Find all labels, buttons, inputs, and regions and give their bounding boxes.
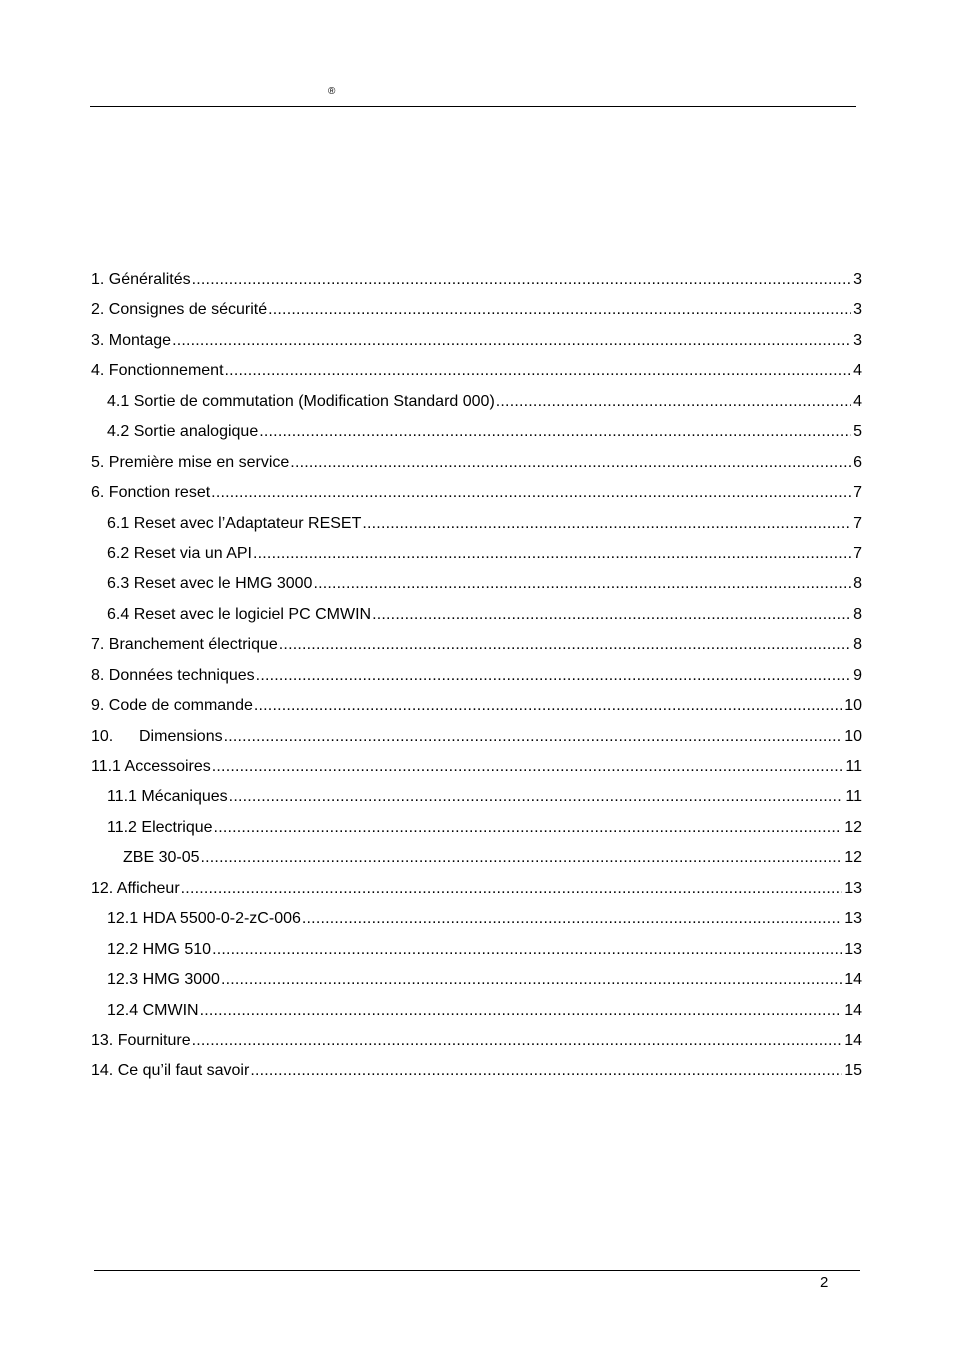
- toc-entry-page: 3: [853, 301, 862, 319]
- toc-entry-page: 14: [844, 1031, 862, 1049]
- toc-entry-page: 4: [853, 392, 862, 410]
- toc-entry-title: 14. Ce qu’il faut savoir: [91, 1062, 250, 1080]
- toc-dot-leader: [268, 299, 851, 321]
- toc-entry[interactable]: [91, 330, 862, 360]
- toc-entry-page: 13: [844, 940, 862, 958]
- toc-dot-leader: [313, 573, 851, 595]
- toc-entry-title: 4.2 Sortie analogique: [107, 423, 259, 441]
- toc-entry-page: 10: [844, 727, 862, 745]
- toc-entry[interactable]: [91, 269, 862, 299]
- toc-entry-page: 8: [853, 575, 862, 593]
- registered-trademark-mark: ®: [328, 86, 336, 97]
- toc-entry[interactable]: [91, 604, 862, 634]
- toc-entry[interactable]: [91, 573, 862, 603]
- toc-entry-title: 11.1 Accessoires: [91, 758, 211, 775]
- toc-entry-title: 4. Fonctionnement: [91, 362, 224, 380]
- toc-entry[interactable]: [91, 726, 862, 756]
- toc-entry-title: 12.4 CMWIN: [107, 1001, 199, 1019]
- toc-dot-leader: [211, 482, 851, 504]
- footer-divider: [94, 1270, 860, 1271]
- toc-entry[interactable]: [91, 513, 862, 543]
- toc-entry[interactable]: [91, 878, 862, 908]
- toc-entry-title: 7. Branchement électrique: [91, 636, 278, 654]
- toc-entry-title: 5. Première mise en service: [91, 453, 290, 471]
- toc-entry[interactable]: [91, 939, 862, 969]
- toc-dot-leader: [250, 1060, 842, 1082]
- toc-entry-title: 12. Afficheur: [91, 879, 180, 897]
- toc-entry[interactable]: [91, 634, 862, 664]
- toc-entry-title: 2. Consignes de sécurité: [91, 301, 268, 319]
- toc-dot-leader: [362, 513, 851, 535]
- toc-entry-page: 7: [853, 544, 862, 562]
- toc-entry-title: 6. Fonction reset: [91, 484, 211, 502]
- toc-entry-title: 6.1 Reset avec l’Adaptateur RESET: [107, 514, 362, 532]
- toc-entry[interactable]: [91, 452, 862, 482]
- toc-entry-page: 6: [853, 453, 862, 471]
- toc-dot-leader: [214, 817, 843, 839]
- toc-entry-title: 12.1 HDA 5500-0-2-zC-006: [107, 910, 301, 928]
- toc-dot-leader: [200, 1000, 843, 1022]
- toc-dot-leader: [192, 1030, 843, 1052]
- toc-entry-title: 12.2 HMG 510: [107, 940, 212, 958]
- toc-entry[interactable]: [91, 391, 862, 421]
- toc-entry-page: 4: [853, 362, 862, 380]
- toc-entry[interactable]: [91, 786, 862, 816]
- toc-entry[interactable]: [91, 299, 862, 329]
- toc-entry-page: 3: [853, 331, 862, 349]
- toc-dot-leader: [229, 786, 844, 808]
- toc-dot-leader: [224, 726, 843, 748]
- toc-dot-leader: [172, 330, 851, 352]
- toc-dot-leader: [212, 756, 844, 778]
- toc-entry-page: 12: [844, 849, 862, 867]
- toc-entry-title: 12.3 HMG 3000: [107, 971, 220, 989]
- toc-entry[interactable]: [91, 543, 862, 573]
- toc-entry[interactable]: [91, 1060, 862, 1090]
- toc-entry-title: 13. Fourniture: [91, 1031, 191, 1049]
- toc-entry-page: 7: [853, 484, 862, 502]
- page-number: 2: [820, 1274, 829, 1291]
- toc-dot-leader: [259, 421, 851, 443]
- toc-entry[interactable]: [91, 1000, 862, 1030]
- toc-entry[interactable]: [91, 908, 862, 938]
- toc-entry-title: 6.2 Reset via un API: [107, 544, 252, 562]
- toc-entry-page: 14: [844, 971, 862, 989]
- toc-dot-leader: [256, 665, 851, 687]
- toc-dot-leader: [496, 391, 851, 413]
- toc-entry-page: 12: [844, 818, 862, 836]
- toc-entry-page: 9: [853, 666, 862, 684]
- toc-entry-title: 11.1 Mécaniques: [107, 788, 228, 806]
- toc-dot-leader: [221, 969, 842, 991]
- toc-entry-page: 8: [853, 605, 862, 623]
- toc-entry-page: 11: [845, 758, 862, 775]
- toc-entry-page: 11: [845, 788, 862, 806]
- toc-entry-page: 5: [853, 423, 862, 441]
- toc-entry-title: [91, 726, 223, 748]
- toc-entry-title: 1. Généralités: [91, 271, 191, 288]
- toc-entry-page: 14: [844, 1001, 862, 1019]
- toc-dot-leader: [254, 695, 842, 717]
- header-divider: [90, 106, 856, 107]
- toc-entry[interactable]: [91, 756, 862, 786]
- toc-dot-leader: [192, 269, 851, 291]
- toc-entry-title-text: Dimensions: [139, 727, 223, 745]
- toc-entry[interactable]: [91, 665, 862, 695]
- toc-entry-page: 10: [844, 697, 862, 715]
- toc-entry-page: 3: [853, 271, 862, 288]
- toc-entry-page: 13: [844, 879, 862, 897]
- toc-entry[interactable]: [91, 817, 862, 847]
- toc-entry-page: 13: [844, 910, 862, 928]
- toc-entry-title: 11.2 Electrique: [107, 818, 213, 836]
- toc-dot-leader: [225, 360, 852, 382]
- toc-entry-page: 7: [853, 514, 862, 532]
- toc-entry-page: 8: [853, 636, 862, 654]
- toc-dot-leader: [372, 604, 851, 626]
- toc-entry-page: 15: [844, 1062, 862, 1080]
- toc-dot-leader: [212, 939, 842, 961]
- toc-entry-title: 4.1 Sortie de commutation (Modification Standard 000): [107, 392, 495, 410]
- toc-entry-title: 8. Données techniques: [91, 666, 255, 684]
- toc-dot-leader: [200, 847, 842, 869]
- toc-dot-leader: [290, 452, 851, 474]
- toc-entry[interactable]: [91, 360, 862, 390]
- toc-dot-leader: [279, 634, 851, 656]
- toc-entry[interactable]: [91, 421, 862, 451]
- toc-entry-title: 3. Montage: [91, 331, 172, 349]
- toc-dot-leader: [253, 543, 851, 565]
- toc-entry[interactable]: [91, 969, 862, 999]
- toc-entry[interactable]: [91, 847, 862, 877]
- toc-dot-leader: [181, 878, 843, 900]
- toc-entry-title: 6.3 Reset avec le HMG 3000: [107, 575, 313, 593]
- toc-entry[interactable]: [91, 1030, 862, 1060]
- toc-entry-title: 9. Code de commande: [91, 697, 253, 715]
- toc-entry[interactable]: [91, 695, 862, 725]
- toc-entry-title: ZBE 30-05: [123, 849, 200, 867]
- table-of-contents: [91, 269, 862, 1091]
- toc-entry-number: 10.: [91, 727, 114, 745]
- toc-dot-leader: [302, 908, 842, 930]
- toc-entry-title: 6.4 Reset avec le logiciel PC CMWIN: [107, 605, 372, 623]
- toc-entry[interactable]: [91, 482, 862, 512]
